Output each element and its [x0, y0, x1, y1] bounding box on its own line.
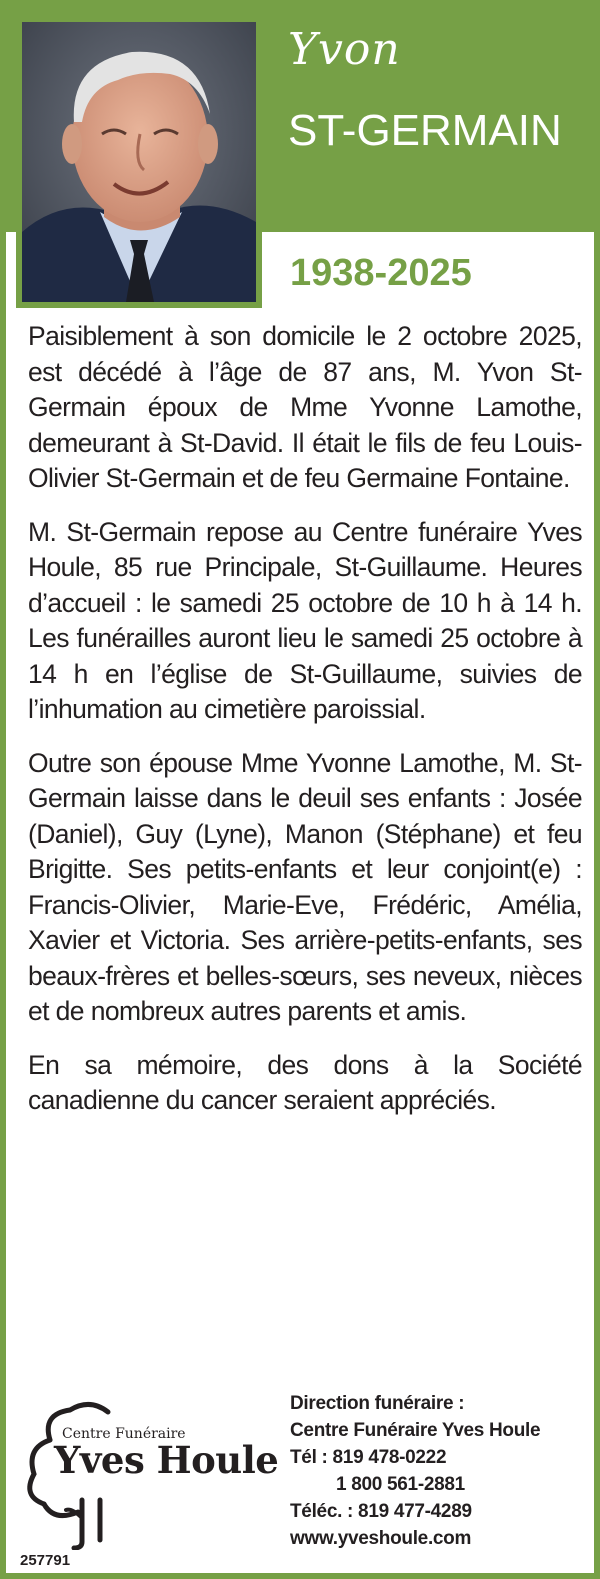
paragraph-visitation: M. St-Germain repose au Centre funéraire Yves Houle, 85 rue Principale, St-Guillaume. Heures d’accueil : le samedi 25 octobre de 10 h à 14 h. Les funérailles auront lieu le samedi 25 octobre à 14 h en l’église de St-Guillaume, suivies de l’inhumation au cimetière paroissial. [28, 516, 582, 724]
contact-fax: Téléc. : 819 477-4289 [290, 1501, 472, 1522]
funeral-home-contact [290, 1390, 540, 1552]
contact-website[interactable]: www.yveshoule.com [290, 1528, 472, 1549]
contact-heading: Direction funéraire : [290, 1393, 465, 1414]
contact-name: Centre Funéraire Yves Houle [290, 1420, 541, 1441]
logo-subtitle: Centre Funéraire [62, 1426, 186, 1442]
obituary-body [28, 319, 582, 1137]
funeral-home-logo [20, 1400, 279, 1550]
portrait-image [22, 22, 256, 302]
contact-phone: Tél : 819 478-0222 [290, 1447, 447, 1468]
last-name: ST-GERMAIN [288, 106, 562, 155]
life-years: 1938-2025 [290, 252, 472, 294]
portrait-photo [16, 16, 262, 308]
first-name: Yvon [288, 24, 401, 75]
contact-tollfree: 1 800 561-2881 [336, 1474, 465, 1495]
paragraph-family: Outre son épouse Mme Yvonne Lamothe, M. St-Germain laisse dans le deuil ses enfants : Josée (Daniel), Guy (Lyne), Manon (Stéphane) et feu Brigitte. Ses petits-enfants et leur conjoint(e) : Francis-Olivier, Marie-Eve, Frédéric, Amélia, Xavier et Victoria. Ses arrière-petits-enfants, ses beaux-frères et belles-sœurs, ses neveux, nièces et de nombreux autres parents et amis. [28, 747, 582, 1026]
paragraph-donations: En sa mémoire, des dons à la Société canadienne du cancer seraient appréciés. [28, 1049, 582, 1115]
logo-title: Yves Houle [54, 1438, 279, 1482]
paragraph-death: Paisiblement à son domicile le 2 octobre 2025, est décédé à l’âge de 87 ans, M. Yvon St-Germain époux de Mme Yvonne Lamothe, demeurant à St-David. Il était le fils de feu Louis-Olivier St-Germain et de feu Germaine Fontaine. [28, 321, 582, 493]
reference-number: 257791 [20, 1552, 71, 1569]
